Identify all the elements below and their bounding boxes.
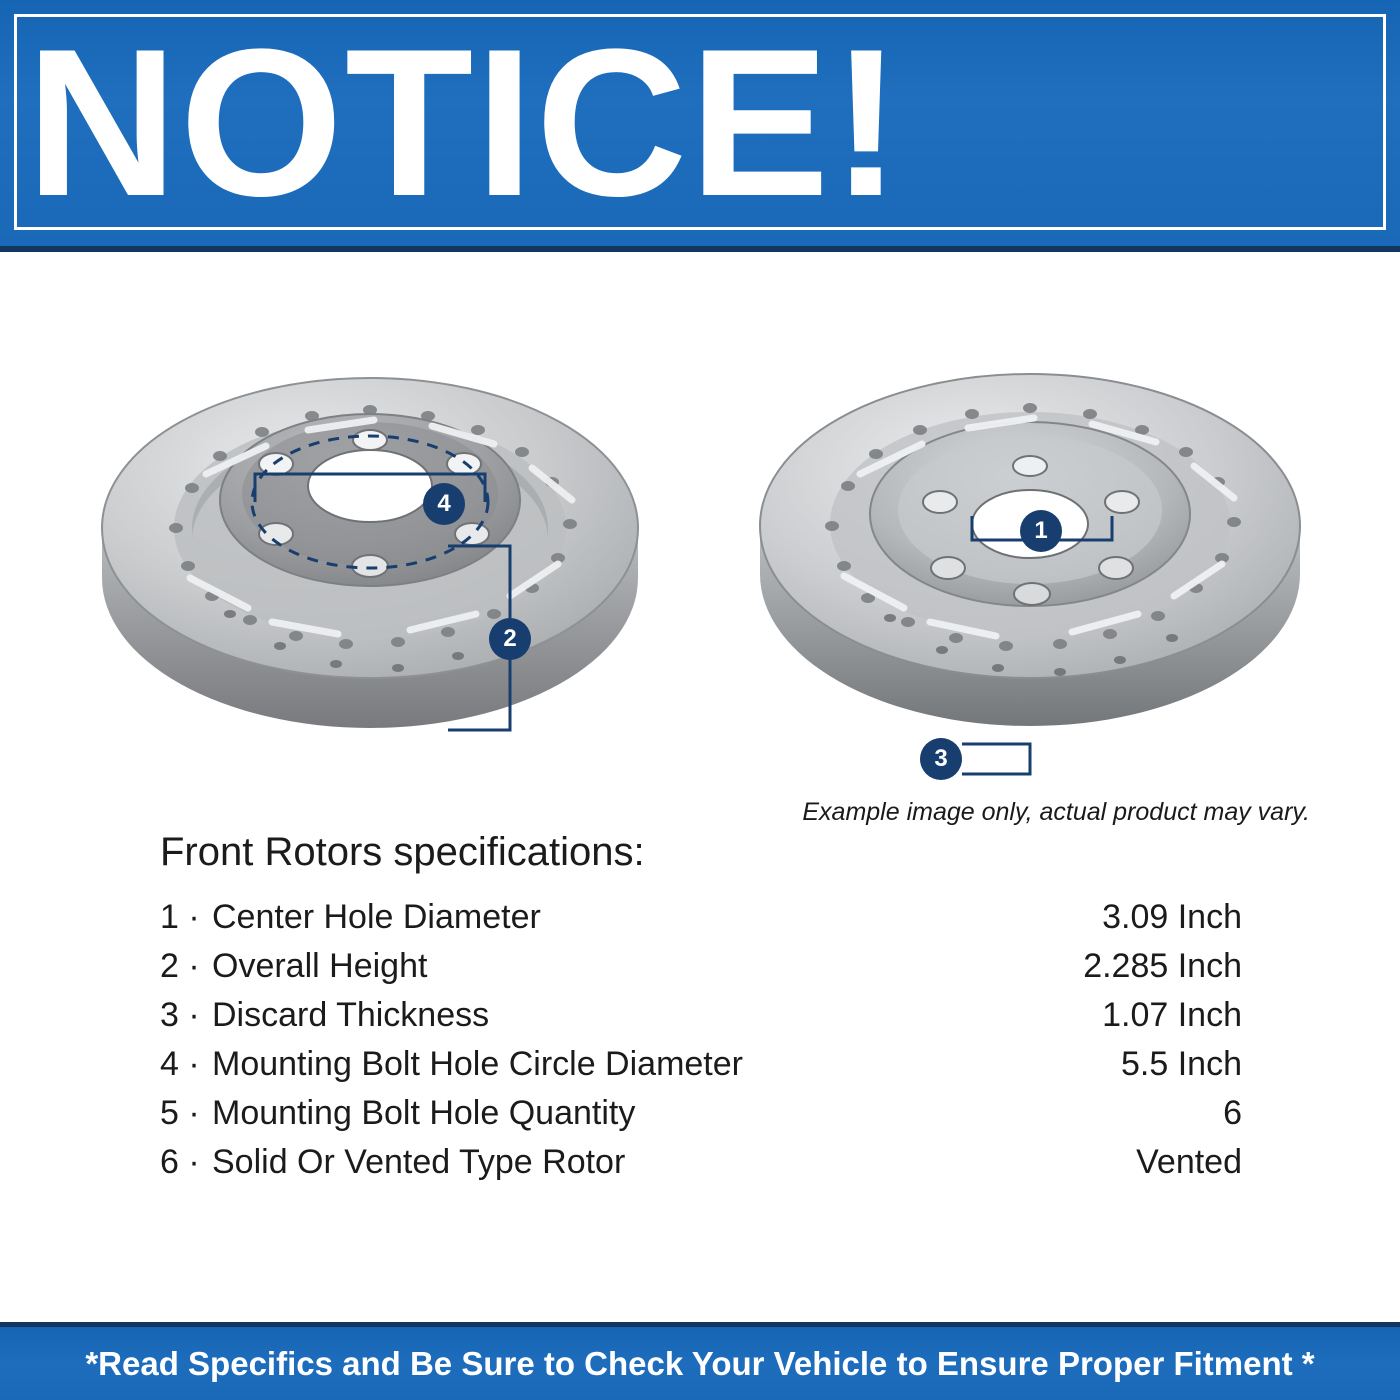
spec-number: 4 ·: [160, 1045, 200, 1083]
fitment-footer-text: *Read Specifics and Be Sure to Check Your Vehicle to Ensure Proper Fitment *: [85, 1344, 1315, 1382]
spec-row: [160, 1138, 1250, 1187]
spec-row: [160, 991, 1250, 1040]
spec-row: [160, 1040, 1250, 1089]
notice-banner: [0, 0, 1400, 252]
spec-number: 3 ·: [160, 996, 200, 1034]
spec-row: [160, 942, 1250, 991]
spec-number: 1 ·: [160, 898, 200, 936]
specifications-title: Front Rotors specifications:: [160, 830, 645, 874]
spec-number: 6 ·: [160, 1143, 200, 1181]
example-image-disclaimer: Example image only, actual product may vary.: [802, 798, 1310, 826]
spec-label: Discard Thickness: [212, 996, 490, 1034]
callout-2: 2: [489, 618, 531, 660]
spec-label: Center Hole Diameter: [212, 898, 541, 936]
specifications-block: [0, 830, 1400, 1187]
spec-value: 2.285 Inch: [1083, 947, 1242, 985]
left-rotor-image: [80, 278, 660, 798]
spec-number: 2 ·: [160, 947, 200, 985]
callout-4: 4: [423, 483, 465, 525]
right-rotor-image: [740, 288, 1320, 808]
callout-3: 3: [920, 738, 962, 780]
spec-value: 1.07 Inch: [1102, 996, 1242, 1034]
banner-title: NOTICE!: [26, 5, 904, 240]
spec-label: Overall Height: [212, 947, 428, 985]
spec-value: Vented: [1136, 1143, 1242, 1181]
spec-value: 5.5 Inch: [1121, 1045, 1242, 1083]
spec-row: [160, 1089, 1250, 1138]
product-images: [0, 258, 1400, 828]
spec-label: Mounting Bolt Hole Quantity: [212, 1094, 636, 1132]
spec-label: Solid Or Vented Type Rotor: [212, 1143, 626, 1181]
fitment-footer-banner: [0, 1322, 1400, 1400]
spec-row: [160, 893, 1250, 942]
spec-value: 3.09 Inch: [1102, 898, 1242, 936]
spec-value: 6: [1223, 1094, 1242, 1132]
callout-1: 1: [1020, 510, 1062, 552]
spec-label: Mounting Bolt Hole Circle Diameter: [212, 1045, 743, 1083]
spec-number: 5 ·: [160, 1094, 200, 1132]
